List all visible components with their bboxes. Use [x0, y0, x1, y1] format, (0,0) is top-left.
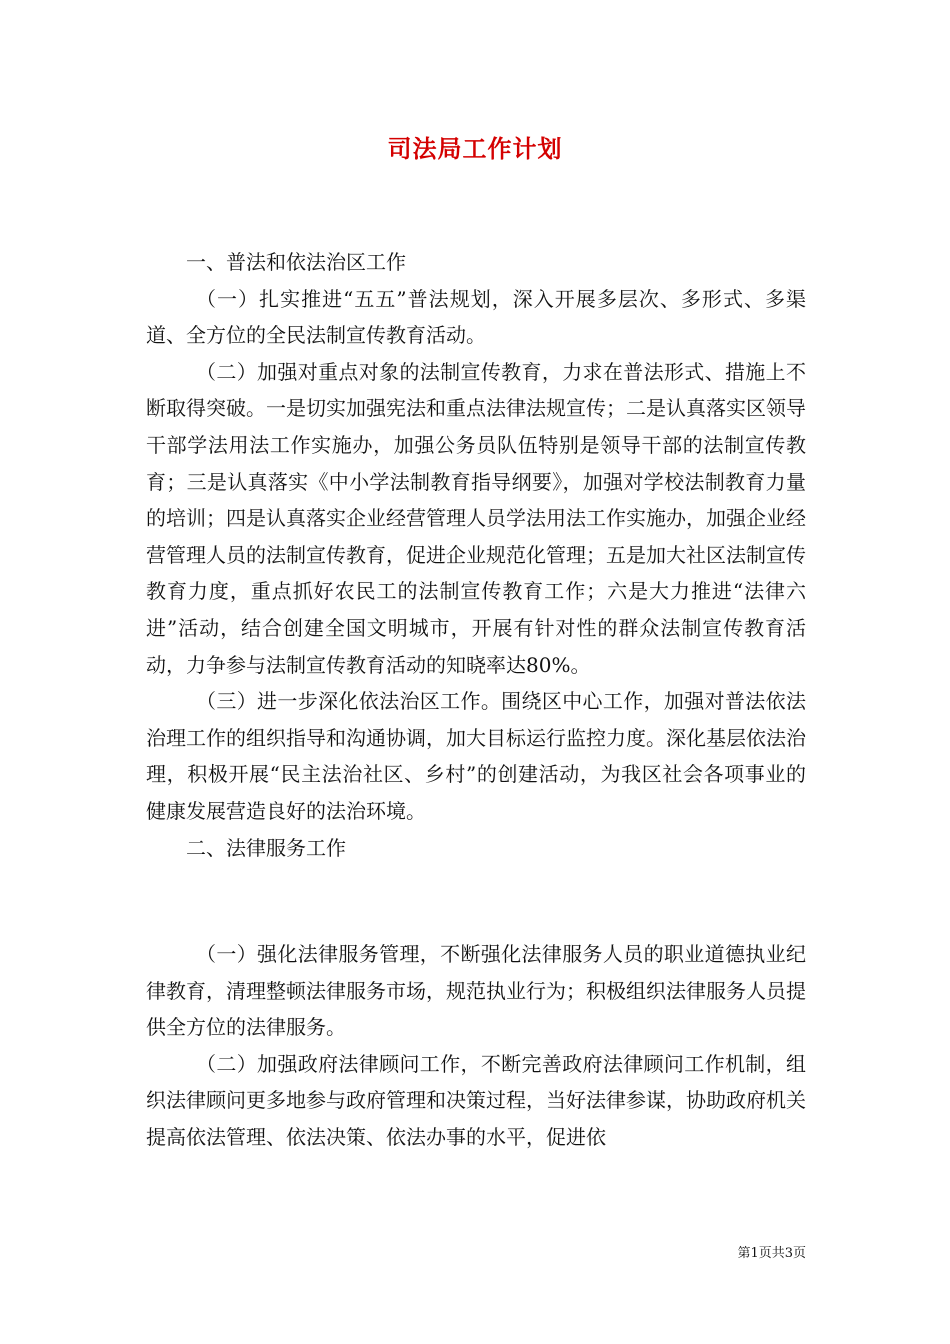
page-title: 司法局工作计划: [387, 134, 563, 163]
document-body: [146, 244, 806, 1156]
paragraph-2-1: （一）强化法律服务管理，不断强化法律服务人员的职业道德执业纪律教育，清理整顿法律服务市场，规范执业行为；积极组织法律服务人员提供全方位的法律服务。: [146, 942, 806, 1040]
paragraph-1-2: （二）加强对重点对象的法制宣传教育，力求在普法形式、措施上不断取得突破。一是切实加强宪法和重点法律法规宣传；二是认真落实区领导干部学法用法工作实施办，加强公务员队伍特别是领导干部的法制宣传教育；三是认真落实《中小学法制教育指导纲要》，加强对学校法制教育力量的培训；四是认真落实企业经营管理人员学法用法工作实施办，加强企业经营管理人员的法制宣传教育，促进企业规范化管理；五是加大社区法制宣传教育力度，重点抓好农民工的法制宣传教育工作；六是大力推进“法律六进”活动，结合创建全国文明城市，开展有针对性的群众法制宣传教育活动，力争参与法制宣传教育活动的知晓率达80%。: [146, 359, 806, 677]
page-number: 第1页共3页: [737, 1246, 806, 1261]
section-heading-2: 二、法律服务工作: [186, 835, 346, 860]
paragraph-1-1: （一）扎实推进“五五”普法规划，深入开展多层次、多形式、多渠道、全方位的全民法制宣传教育活动。: [146, 286, 806, 348]
section-heading-1: 一、普法和依法治区工作: [186, 250, 406, 274]
paragraph-1-3: （三）进一步深化依法治区工作。围绕区中心工作，加强对普法依法治理工作的组织指导和沟通协调，加大目标运行监控力度。深化基层依法治理，积极开展“民主法治社区、乡村”的创建活动，为我区社会各项事业的健康发展营造良好的法治环境。: [146, 689, 806, 823]
paragraph-2-2: （二）加强政府法律顾问工作，不断完善政府法律顾问工作机制，组织法律顾问更多地参与政府管理和决策过程，当好法律参谋，协助政府机关提高依法管理、依法决策、依法办事的水平，促进依: [146, 1051, 806, 1150]
section-spacer: [146, 866, 806, 936]
